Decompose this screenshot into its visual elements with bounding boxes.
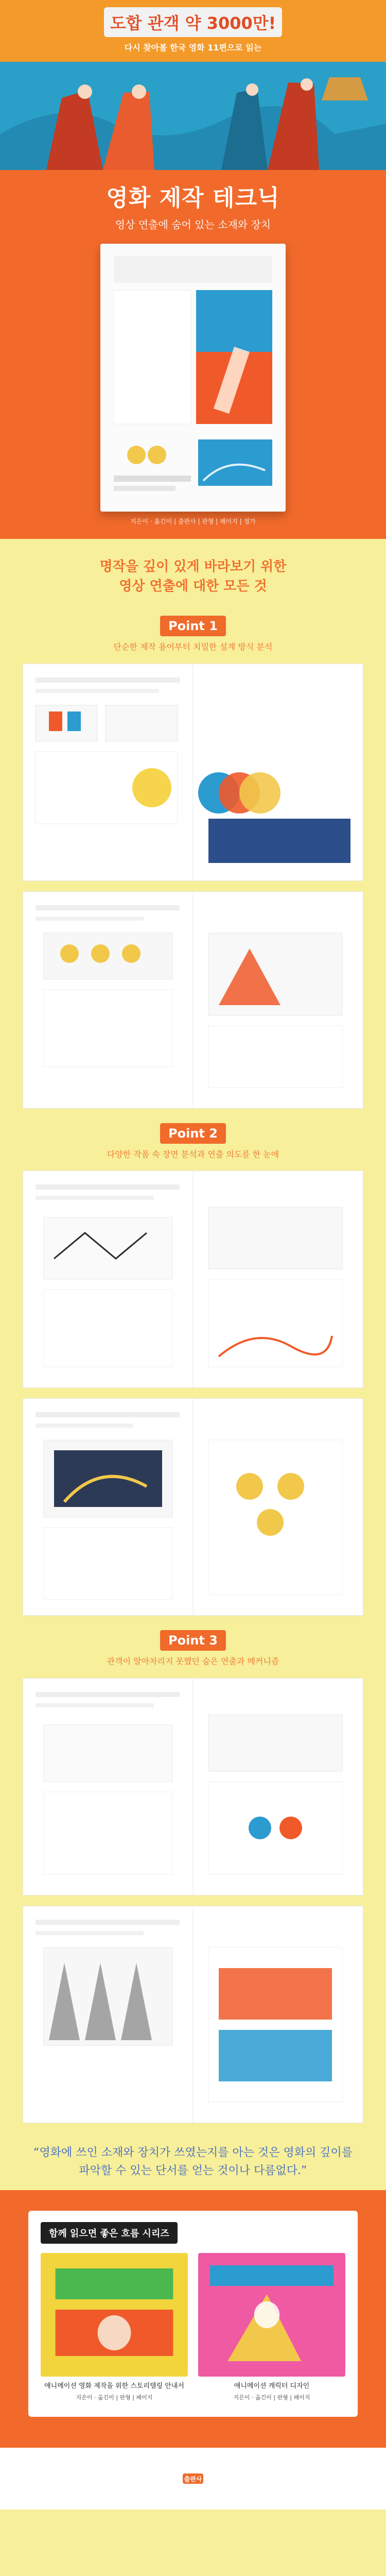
spread-5 — [23, 1678, 363, 1895]
cover-subtitle: 영상 연출에 숨어 있는 소재와 장치 — [115, 218, 271, 231]
series-meta-1: 지은이 · 옮긴이 | 판형 | 페이지 — [76, 2394, 153, 2401]
series-cover-2 — [198, 2253, 345, 2377]
series-meta-2: 지은이 · 옮긴이 | 판형 | 페이지 — [233, 2394, 310, 2401]
hero-illustration — [0, 62, 386, 170]
point-2-section — [0, 1123, 386, 1616]
hero-headline-main: 도합 관객 약 3000만! — [110, 13, 276, 33]
series-item-1[interactable] — [41, 2253, 188, 2401]
spread-2 — [23, 891, 363, 1109]
hero-section — [0, 0, 386, 170]
series-card — [28, 2211, 358, 2417]
spread-3-art — [23, 1171, 363, 1387]
hero-figures-svg — [0, 62, 386, 170]
point-1-section — [0, 616, 386, 1108]
intro-headline-line2: 영상 연출에 대한 모든 것 — [119, 578, 267, 594]
spread-2-art — [23, 892, 363, 1108]
intro-headline — [0, 539, 386, 601]
point-3-label: Point 3 — [160, 1630, 226, 1651]
intro-headline-line1: 명작을 깊이 있게 바라보기 위한 — [99, 559, 287, 574]
spread-4-art — [23, 1399, 363, 1615]
point-2-desc: 다양한 작품 속 장면 분석과 연출 의도를 한 눈에 — [107, 1149, 279, 1159]
book-meta: 지은이 · 옮긴이 | 출판사 | 판형 | 페이지 | 정가 — [130, 518, 256, 525]
intro-section — [0, 539, 386, 601]
point-1-desc: 단순한 제작 용어부터 치밀한 설계 방식 분석 — [113, 642, 273, 652]
spread-1 — [23, 664, 363, 881]
point-1-header — [31, 616, 355, 653]
spread-4 — [23, 1398, 363, 1616]
point-2-label: Point 2 — [160, 1123, 226, 1144]
book-cover-card — [100, 244, 286, 512]
headline-badge — [104, 7, 283, 37]
series-grid — [41, 2253, 345, 2401]
point-3-section — [0, 1630, 386, 2123]
series-section — [0, 2190, 386, 2448]
series-cover-1-art — [41, 2253, 188, 2377]
series-title: 함께 읽으면 좋은 흐름 시리즈 — [41, 2222, 178, 2244]
footer — [0, 2448, 386, 2510]
publisher-logo: 출판사 — [183, 2473, 203, 2484]
quote-section — [0, 2144, 386, 2180]
series-caption-2: 애니메이션 캐릭터 디자인 — [234, 2382, 310, 2390]
point-1-label: Point 1 — [160, 616, 226, 636]
point-2-header — [31, 1123, 355, 1160]
cover-section — [0, 170, 386, 539]
series-item-2[interactable] — [198, 2253, 345, 2401]
point-3-desc: 관객이 알아차리지 못했던 숨은 연출과 메커니즘 — [107, 1656, 279, 1667]
spread-3 — [23, 1171, 363, 1388]
series-cover-2-art — [198, 2253, 345, 2377]
point-3-header — [31, 1630, 355, 1667]
hero-title-wrap — [0, 7, 386, 53]
spread-6-art — [23, 1906, 363, 2123]
quote-text: “영화에 쓰인 소재와 장치가 쓰였는지를 아는 것은 영화의 깊이를 파악할 수 있는 단서를 얻는 것이나 다름없다.” — [33, 2146, 353, 2177]
spread-1-art — [23, 664, 363, 880]
spread-5-art — [23, 1679, 363, 1895]
hero-headline-sub: 다시 찾아볼 한국 영화 11편으로 읽는 — [124, 43, 262, 53]
series-caption-1: 애니메이션 영화 제작을 위한 스토리텔링 안내서 — [44, 2382, 184, 2390]
series-cover-1 — [41, 2253, 188, 2377]
spread-6 — [23, 1906, 363, 2123]
cover-title: 영화 제작 테크닉 — [106, 185, 280, 211]
book-cover-art — [100, 244, 286, 512]
